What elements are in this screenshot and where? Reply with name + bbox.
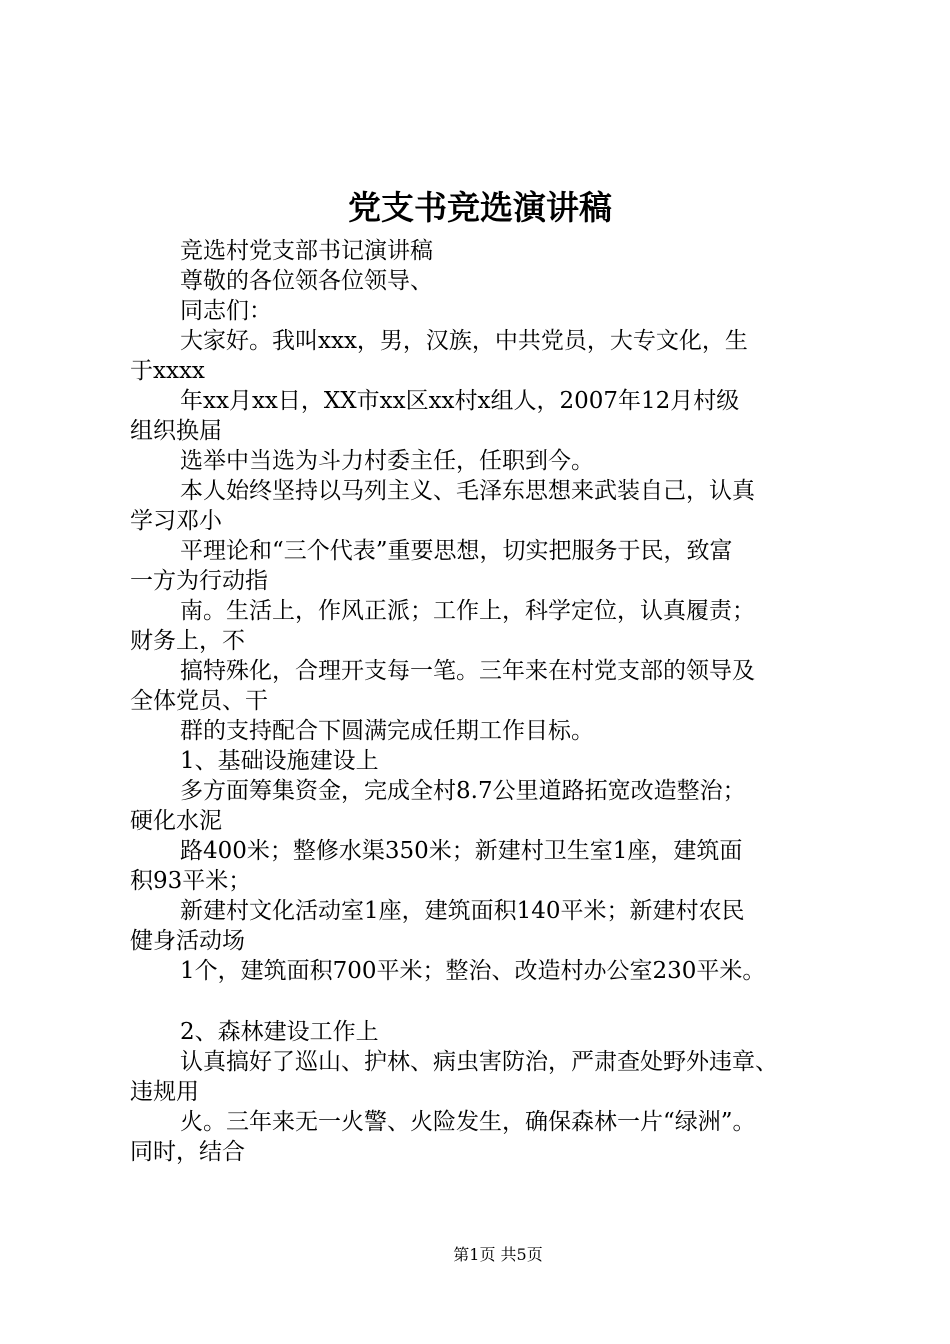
text-line: 本人始终坚持以马列主义、毛泽东思想来武装自己，认真 (180, 478, 755, 504)
page-number-footer: 第1页 共5页 (453, 1245, 543, 1264)
section-heading: 2、森林建设工作上 (180, 1019, 379, 1045)
section-heading: 1、基础设施建设上 (180, 748, 379, 774)
text-line: 同志们： (180, 298, 272, 324)
document-body (130, 236, 835, 1167)
text-line: 财务上，不 (130, 628, 245, 654)
text-line: 硬化水泥 (130, 808, 222, 834)
text-line: 大家好。我叫xxx，男，汉族，中共党员，大专文化，生 (180, 328, 748, 354)
text-line: 于xxxx (130, 358, 205, 384)
text-line: 竞选村党支部书记演讲稿 (180, 238, 433, 264)
document-title: 党支书竞选演讲稿 (348, 188, 612, 227)
text-line: 搞特殊化，合理开支每一笔。三年来在村党支部的领导及 (180, 658, 755, 684)
text-line: 路400米；整修水渠350米；新建村卫生室1座，建筑面 (180, 838, 743, 864)
paragraph-spacer (130, 986, 835, 1017)
text-line: 认真搞好了巡山、护林、病虫害防治，严肃查处野外违章、 (180, 1049, 778, 1075)
text-line: 全体党员、干 (130, 688, 268, 714)
text-line: 多方面筹集资金，完成全村8.7公里道路拓宽改造整治； (180, 778, 746, 804)
text-line: 火。三年来无一火警、火险发生，确保森林一片“绿洲”。 (180, 1109, 756, 1135)
text-line: 年xx月xx日，XX市xx区xx村x组人，2007年12月村级 (180, 388, 740, 414)
text-line: 健身活动场 (130, 928, 245, 954)
text-line: 同时，结合 (130, 1139, 245, 1165)
text-line: 选举中当选为斗力村委主任，任职到今。 (180, 448, 594, 474)
text-line: 组织换届 (130, 418, 222, 444)
text-line: 1个，建筑面积700平米；整治、改造村办公室230平米。 (180, 958, 766, 984)
text-line: 学习邓小 (130, 508, 222, 534)
text-line: 一方为行动指 (130, 568, 268, 594)
text-line: 南。生活上，作风正派；工作上，科学定位，认真履责； (180, 598, 755, 624)
text-line: 尊敬的各位领各位领导、 (180, 268, 433, 294)
text-line: 平理论和“三个代表”重要思想，切实把服务于民，致富 (180, 538, 733, 564)
text-line: 积93平米； (130, 868, 252, 894)
text-line: 新建村文化活动室1座，建筑面积140平米；新建村农民 (180, 898, 745, 924)
text-line: 违规用 (130, 1079, 199, 1105)
text-line: 群的支持配合下圆满完成任期工作目标。 (180, 718, 594, 744)
